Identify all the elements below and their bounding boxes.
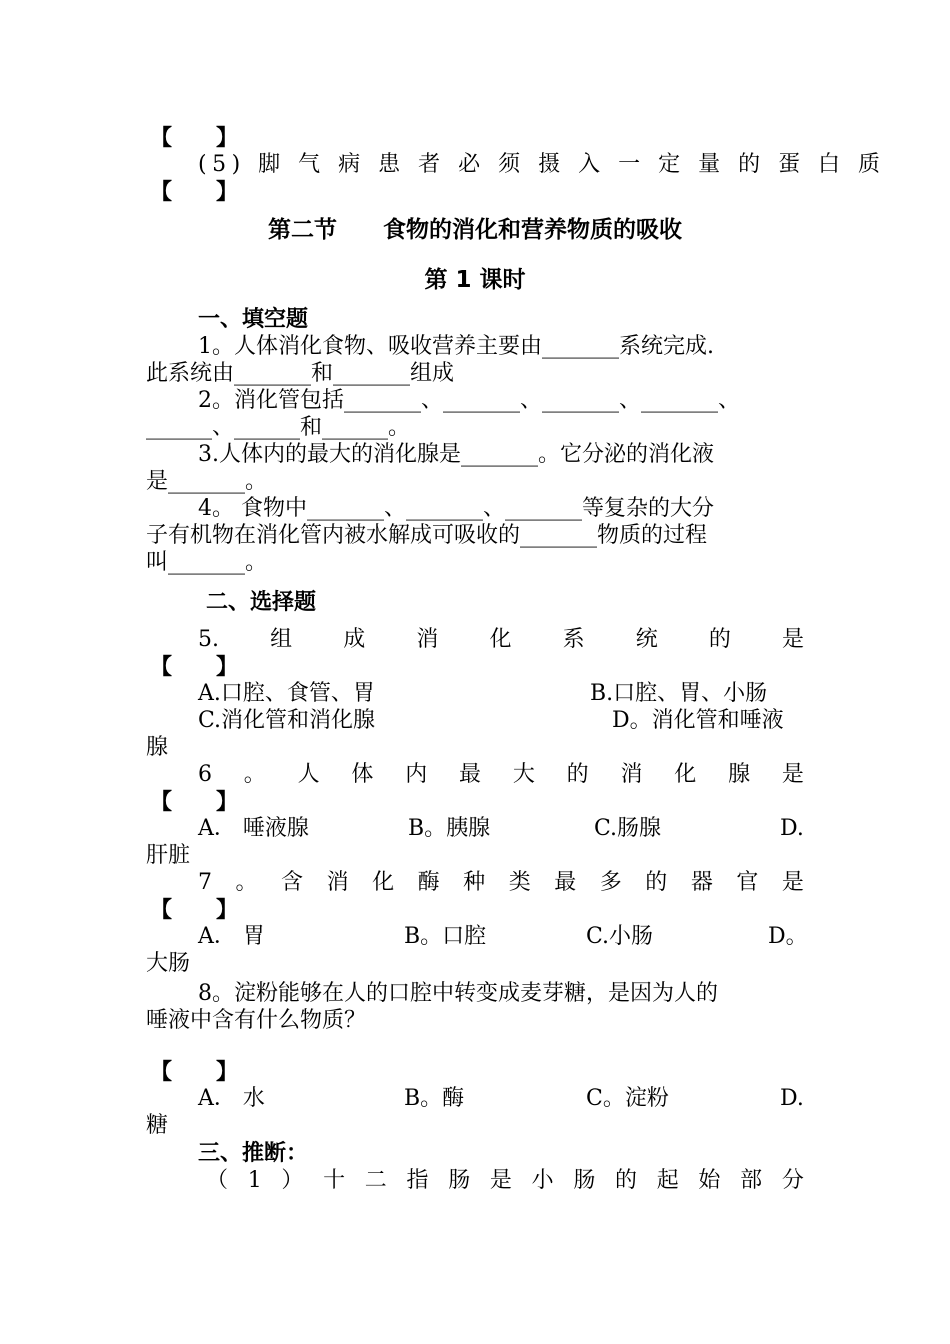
q7-option-b: B。口腔 bbox=[404, 924, 487, 949]
q6-option-d-cont: 肝脏 bbox=[146, 843, 191, 868]
stem-char: 消 bbox=[326, 870, 349, 895]
stem-char: 是 bbox=[489, 1168, 512, 1193]
q2-line2: ______、______和______。 bbox=[146, 415, 411, 440]
stem-char: （ bbox=[206, 1168, 229, 1193]
q6-option-c: C.肠腺 bbox=[594, 816, 662, 841]
stem-char: 的 bbox=[645, 870, 668, 895]
q5-option-d-cont: 腺 bbox=[146, 735, 169, 760]
stem-char: 类 bbox=[508, 870, 531, 895]
q7-option-d: D。 bbox=[768, 924, 808, 949]
stem-char: 化 bbox=[372, 870, 395, 895]
part3-heading: 三、推断： bbox=[198, 1141, 309, 1166]
stem-char: 成 bbox=[343, 627, 366, 652]
stem-char: 大 bbox=[512, 762, 535, 787]
q7-option-c: C.小肠 bbox=[586, 924, 654, 949]
stem-char: 指 bbox=[406, 1168, 429, 1193]
q4-line2: 子有机物在消化管内被水解成可吸收的_______物质的过程 bbox=[146, 523, 708, 548]
q1-line1: 1。人体消化食物、吸收营养主要由_______系统完成. bbox=[198, 334, 714, 359]
q7-bracket: 【 】 bbox=[150, 897, 239, 923]
stem-char: 1 bbox=[247, 1168, 262, 1193]
q5-bracket: 【 】 bbox=[150, 654, 239, 680]
stem-char: 的 bbox=[708, 627, 731, 652]
q3-line1: 3.人体内的最大的消化腺是_______。它分泌的消化液 bbox=[198, 442, 714, 467]
answer-bracket: 【 】 bbox=[150, 179, 239, 205]
stem-char: 始 bbox=[698, 1168, 721, 1193]
stem-char: 6 bbox=[198, 762, 212, 787]
q5-option-b: B.口腔、胃、小肠 bbox=[590, 681, 768, 706]
stem-char: 统 bbox=[635, 627, 658, 652]
question-text: (5) 脚 气 病 患 者 必 须 摄 入 一 定 量 的 蛋 白 质 bbox=[198, 152, 886, 177]
stem-char: 最 bbox=[554, 870, 577, 895]
q7-option-a: A． 胃 bbox=[198, 924, 265, 949]
q5-option-c: C.消化管和消化腺 bbox=[198, 708, 376, 733]
stem-char: 内 bbox=[405, 762, 428, 787]
stem-char: 是 bbox=[781, 627, 804, 652]
q8-line1: 8。淀粉能够在人的口腔中转变成麦芽糖，是因为人的 bbox=[198, 981, 718, 1006]
q4-line3: 叫_______。 bbox=[146, 550, 268, 575]
q5-option-d: D。消化管和唾液 bbox=[612, 708, 784, 733]
q8-option-a: A． 水 bbox=[198, 1086, 265, 1111]
stem-char: 系 bbox=[562, 627, 585, 652]
q7-stem bbox=[198, 869, 804, 897]
stem-char: 肠 bbox=[448, 1168, 471, 1193]
q5-option-a: A.口腔、食管、胃 bbox=[198, 681, 375, 706]
stem-char: ） bbox=[281, 1168, 304, 1193]
q8-option-b: B。酶 bbox=[404, 1086, 465, 1111]
q4-line1: 4。 食物中_______、_______、_______等复杂的大分 bbox=[198, 496, 714, 521]
q8-line2: 唾液中含有什么物质？ bbox=[146, 1008, 367, 1033]
stem-char: 是 bbox=[781, 762, 804, 787]
q6-option-b: B。胰腺 bbox=[408, 816, 491, 841]
stem-char: 分 bbox=[781, 1168, 804, 1193]
q2-line1: 2。消化管包括_______、_______、_______、_______、 bbox=[198, 388, 740, 413]
q8-option-c: C。淀粉 bbox=[586, 1086, 669, 1111]
part1-heading: 一、填空题 bbox=[198, 307, 309, 332]
stem-char: 7 bbox=[198, 870, 212, 895]
stem-char: 组 bbox=[270, 627, 293, 652]
stem-char: 体 bbox=[351, 762, 374, 787]
q6-stem bbox=[198, 761, 804, 789]
stem-char: 腺 bbox=[728, 762, 751, 787]
q8-option-d-cont: 糖 bbox=[146, 1113, 169, 1138]
stem-char: 人 bbox=[297, 762, 320, 787]
stem-char: 肠 bbox=[573, 1168, 596, 1193]
stem-char: 含 bbox=[281, 870, 304, 895]
stem-char: 二 bbox=[364, 1168, 387, 1193]
q6-bracket: 【 】 bbox=[150, 789, 239, 815]
stem-char: 酶 bbox=[417, 870, 440, 895]
q8-option-d: D. bbox=[780, 1086, 804, 1111]
q6-option-a: A． 唾液腺 bbox=[198, 816, 309, 841]
stem-char: 器 bbox=[690, 870, 713, 895]
stem-char: 的 bbox=[615, 1168, 638, 1193]
stem-char: 的 bbox=[566, 762, 589, 787]
stem-char: 5. bbox=[198, 627, 219, 652]
stem-char: 化 bbox=[674, 762, 697, 787]
stem-char: 十 bbox=[323, 1168, 346, 1193]
q6-option-d: D. bbox=[780, 816, 804, 841]
top-bracket: 【 】 bbox=[150, 125, 239, 151]
stem-char: 起 bbox=[656, 1168, 679, 1193]
stem-char: 种 bbox=[463, 870, 486, 895]
lesson-title: 第 1 课时 bbox=[424, 267, 526, 293]
stem-char: 小 bbox=[531, 1168, 554, 1193]
section-title: 第二节 食物的消化和营养物质的吸收 bbox=[268, 217, 682, 243]
stem-char: 多 bbox=[599, 870, 622, 895]
q8-bracket: 【 】 bbox=[150, 1059, 239, 1085]
question-prev-5 bbox=[198, 151, 886, 179]
stem-char: 。 bbox=[235, 870, 258, 895]
stem-char: 消 bbox=[620, 762, 643, 787]
q3-line2: 是_______。 bbox=[146, 469, 268, 494]
stem-char: 官 bbox=[736, 870, 759, 895]
stem-char: 最 bbox=[459, 762, 482, 787]
part2-heading: 二、选择题 bbox=[206, 590, 317, 615]
q7-option-d-cont: 大肠 bbox=[146, 951, 191, 976]
stem-char: 化 bbox=[489, 627, 512, 652]
stem-char: 是 bbox=[781, 870, 804, 895]
q1-line2: 此系统由_______和_______组成 bbox=[146, 361, 455, 386]
stem-char: 。 bbox=[243, 762, 266, 787]
stem-char: 部 bbox=[740, 1168, 763, 1193]
stem-char: 消 bbox=[416, 627, 439, 652]
q5-stem bbox=[198, 626, 804, 654]
part3-q1-stem bbox=[206, 1167, 804, 1195]
